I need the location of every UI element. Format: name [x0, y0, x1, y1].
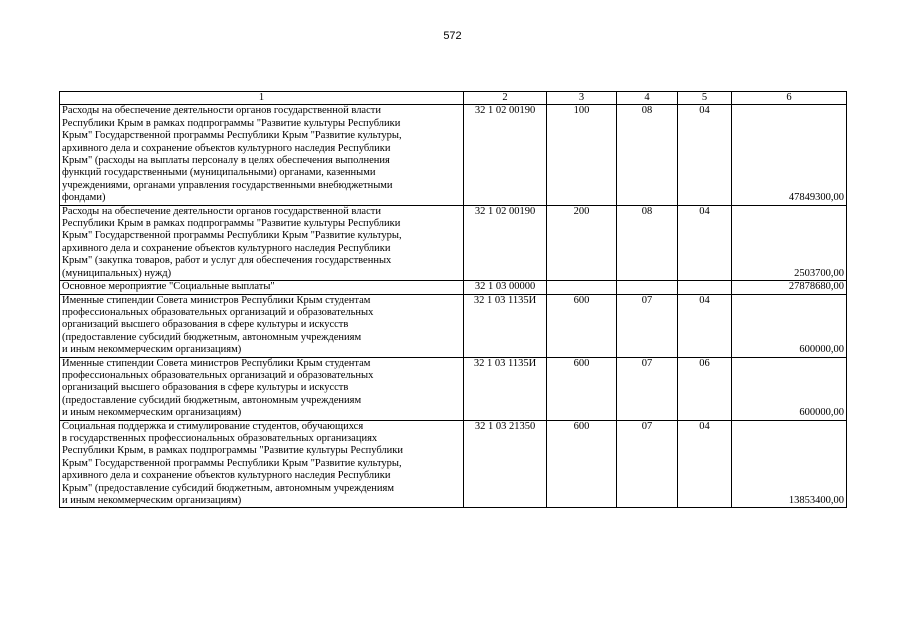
amount-value: 13853400,00 [732, 420, 847, 508]
subsection-code [678, 281, 732, 294]
expense-name: Расходы на обеспечение деятельности органов государственной власти Республики Крым в рамках подпрограммы "Развитие культуры Республики Крым" Государственной программы Республики Крым "Развитие культуры, архивного дела и сохранение объектов культурного наследия Республики Крым" (расходы на выплаты персоналу в целях обеспечения выполнения функций государственными (муниципальными) органами, казенными учреждениями, органами управления государственными внебюджетными фондами) [62, 105, 402, 204]
subsection-code: 04 [678, 105, 732, 205]
section-code [617, 281, 678, 294]
target-article-code: 32 1 03 21350 [464, 420, 547, 508]
column-header: 5 [678, 92, 732, 105]
expense-name-cell [60, 205, 464, 280]
section-code: 08 [617, 205, 678, 280]
target-article-code: 32 1 03 1135И [464, 357, 547, 420]
target-article-code: 32 1 02 00190 [464, 105, 547, 205]
column-header: 2 [464, 92, 547, 105]
expense-name: Социальная поддержка и стимулирование студентов, обучающихся в государственных профессиональных образовательных организациях Республики Крым, в рамках подпрограммы "Развитие культуры Республики Крым" Государственной программы Республики Крым "Развитие культуры, архивного дела и сохранение объектов культурного наследия Республики Крым" (предоставление субсидий бюджетным, автономным учреждениям и иным некоммерческим организациям) [62, 420, 404, 506]
amount-value: 27878680,00 [732, 281, 847, 294]
subsection-code: 04 [678, 420, 732, 508]
table-row [60, 420, 847, 508]
page-number: 572 [443, 30, 462, 42]
target-article-code: 32 1 02 00190 [464, 205, 547, 280]
section-code: 07 [617, 420, 678, 508]
amount-value: 600000,00 [732, 357, 847, 420]
expense-name-cell [60, 281, 464, 294]
expense-type-code: 600 [547, 294, 617, 357]
subsection-code: 04 [678, 294, 732, 357]
table-row [60, 205, 847, 280]
amount-value: 47849300,00 [732, 105, 847, 205]
expense-name: Основное мероприятие "Социальные выплаты" [62, 281, 275, 293]
column-header: 1 [60, 92, 464, 105]
budget-table [59, 91, 847, 508]
expense-name: Расходы на обеспечение деятельности органов государственной власти Республики Крым в рамках подпрограммы "Развитие культуры Республики Крым" Государственной программы Республики Крым "Развитие культуры, архивного дела и сохранение объектов культурного наследия Республики Крым" (закупка товаров, работ и услуг для обеспечения государственных (муниципальных) нужд) [62, 205, 402, 279]
expense-type-code: 200 [547, 205, 617, 280]
table-header-row [60, 92, 847, 105]
column-header: 3 [547, 92, 617, 105]
expense-name-cell [60, 357, 464, 420]
expense-type-code: 100 [547, 105, 617, 205]
table-row [60, 105, 847, 205]
expense-name-cell [60, 294, 464, 357]
table-row [60, 357, 847, 420]
section-code: 07 [617, 357, 678, 420]
expense-type-code [547, 281, 617, 294]
expense-name-cell [60, 420, 464, 508]
expense-name-cell [60, 105, 464, 205]
amount-value: 600000,00 [732, 294, 847, 357]
table-row [60, 281, 847, 294]
expense-type-code: 600 [547, 420, 617, 508]
table-row [60, 294, 847, 357]
subsection-code: 04 [678, 205, 732, 280]
amount-value: 2503700,00 [732, 205, 847, 280]
subsection-code: 06 [678, 357, 732, 420]
expense-name: Именные стипендии Совета министров Республики Крым студентам профессиональных образовательных организаций и образовательных организаций высшего образования в сфере культуры и искусств (предоставление субсидий бюджетным, автономным учреждениям и иным некоммерческим организациям) [62, 357, 374, 419]
target-article-code: 32 1 03 00000 [464, 281, 547, 294]
section-code: 08 [617, 105, 678, 205]
column-header: 6 [732, 92, 847, 105]
section-code: 07 [617, 294, 678, 357]
expense-name: Именные стипендии Совета министров Республики Крым студентам профессиональных образовательных организаций и образовательных организаций высшего образования в сфере культуры и искусств (предоставление субсидий бюджетным, автономным учреждениям и иным некоммерческим организациям) [62, 294, 374, 356]
expense-type-code: 600 [547, 357, 617, 420]
target-article-code: 32 1 03 1135И [464, 294, 547, 357]
column-header: 4 [617, 92, 678, 105]
